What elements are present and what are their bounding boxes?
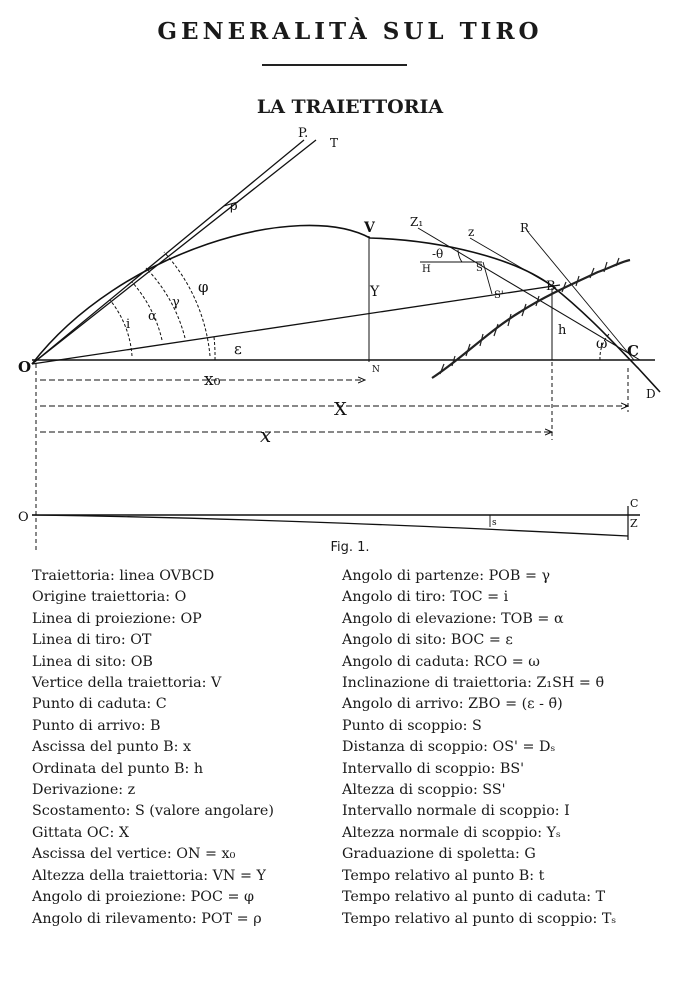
legend-item: Origine traiettoria: O: [32, 589, 187, 606]
legend-item: Traiettoria: linea OVBCD: [32, 568, 215, 584]
label-h-point: H: [422, 264, 431, 275]
legend-item: Intervallo normale di scoppio: I: [342, 803, 570, 820]
label-s2: s: [492, 518, 497, 528]
section-title: LA TRAIETTORIA: [256, 96, 444, 118]
label-alpha: α: [148, 309, 157, 324]
legend-item: Punto di arrivo: B: [32, 717, 161, 734]
legend-item: Angolo di arrivo: ZBO = (ε - θ̄): [342, 696, 563, 713]
label-theta: -θ: [432, 247, 444, 261]
legend-left-column: [32, 566, 274, 930]
legend-item: Tempo relativo al punto di scoppio: Tₛ: [342, 910, 617, 927]
label-z1: Z₁: [410, 215, 424, 229]
legend-item: Altezza normale di scoppio: Yₛ: [342, 824, 561, 841]
legend-item: Angolo di sito: BOC = ε: [342, 632, 513, 649]
label-phi: φ: [198, 278, 209, 296]
label-c2: C: [630, 497, 639, 510]
label-c: C: [627, 342, 639, 360]
label-gamma: γ: [172, 295, 180, 310]
label-z2: Z: [630, 517, 638, 530]
legend-item: Ascissa del vertice: ON = x₀: [32, 846, 236, 863]
legend-item: Punto di caduta: C: [32, 696, 167, 713]
legend-item: Graduazione di spoletta: G: [342, 846, 536, 863]
label-eps: ε: [234, 340, 242, 358]
legend-item: Inclinazione di traiettoria: Z₁SH = θ̄: [342, 675, 605, 692]
arc-alpha: [132, 282, 162, 340]
legend-item: Scostamento: S (valore angolare): [32, 803, 274, 820]
legend-item: Angolo di rilevamento: POT = ρ: [32, 910, 262, 927]
trajectory-curve: [32, 225, 660, 392]
label-p: P.: [298, 126, 309, 141]
legend-item: Angolo di caduta: RCO = ω: [342, 653, 540, 670]
projection-line: [32, 140, 304, 364]
line-of-site: [32, 285, 560, 364]
label-x-range: X: [334, 399, 347, 420]
legend-item: Angolo di partenze: POB = γ: [342, 568, 551, 584]
label-x-b: x: [260, 423, 272, 447]
legend-item: Intervallo di scoppio: BS': [342, 760, 525, 777]
legend-item: Linea di sito: OB: [32, 653, 153, 670]
legend-item: Ascissa del punto B: x: [32, 739, 192, 756]
fall-line: [528, 232, 634, 360]
legend-item: Derivazione: z: [32, 782, 136, 799]
legend-item: Ordinata del punto B: h: [32, 760, 204, 777]
legend-item: Angolo di proiezione: POC = φ: [32, 889, 255, 906]
firing-line: [32, 140, 316, 364]
legend-item: Punto di scoppio: S: [342, 717, 482, 734]
label-omega: ω: [596, 336, 608, 352]
legend-item: Altezza di scoppio: SS': [342, 782, 506, 799]
trajectory-figure: [0, 120, 700, 560]
label-y: Y: [370, 284, 380, 300]
label-r: R: [520, 221, 530, 235]
label-v: V: [364, 220, 375, 236]
label-n: N: [372, 365, 380, 375]
legend-item: Angolo di tiro: TOC = i: [342, 589, 509, 606]
legend-item: Linea di proiezione: OP: [32, 610, 202, 627]
label-o2: O: [18, 510, 29, 525]
title-rule: [262, 64, 407, 66]
figure-caption: Fig. 1.: [330, 540, 370, 555]
legend-item: Vertice della traiettoria: V: [32, 675, 222, 692]
legend-item: Gittata OC: X: [32, 824, 130, 841]
legend-item: Distanza di scoppio: OS' = Dₛ: [342, 739, 556, 756]
legend-item: Tempo relativo al punto di caduta: T: [342, 889, 606, 906]
arc-eps: [214, 337, 215, 360]
legend-item: Tempo relativo al punto B: t: [342, 867, 545, 884]
label-z: z: [468, 225, 475, 239]
burst-height-line: [483, 262, 492, 294]
label-s: S: [476, 263, 483, 274]
legend-item: Linea di tiro: OT: [32, 632, 152, 649]
label-o: O: [18, 358, 32, 376]
label-t: T: [330, 136, 339, 150]
label-d: D: [646, 387, 656, 401]
label-h: h: [558, 323, 567, 338]
legend-item: Angolo di elevazione: TOB = α: [342, 610, 564, 627]
label-s-prime: S': [494, 290, 504, 301]
page-title: GENERALITÀ SUL TIRO: [157, 18, 543, 45]
label-i: i: [126, 317, 131, 332]
label-x0: x₀: [204, 370, 221, 390]
legend-item: Altezza della traiettoria: VN = Y: [32, 867, 266, 884]
label-rho: ρ: [230, 199, 238, 214]
plan-drift-curve: [32, 515, 628, 536]
legend-right-column: [342, 566, 616, 930]
trajectory-diagram: [0, 120, 700, 560]
label-b: B: [546, 279, 556, 294]
